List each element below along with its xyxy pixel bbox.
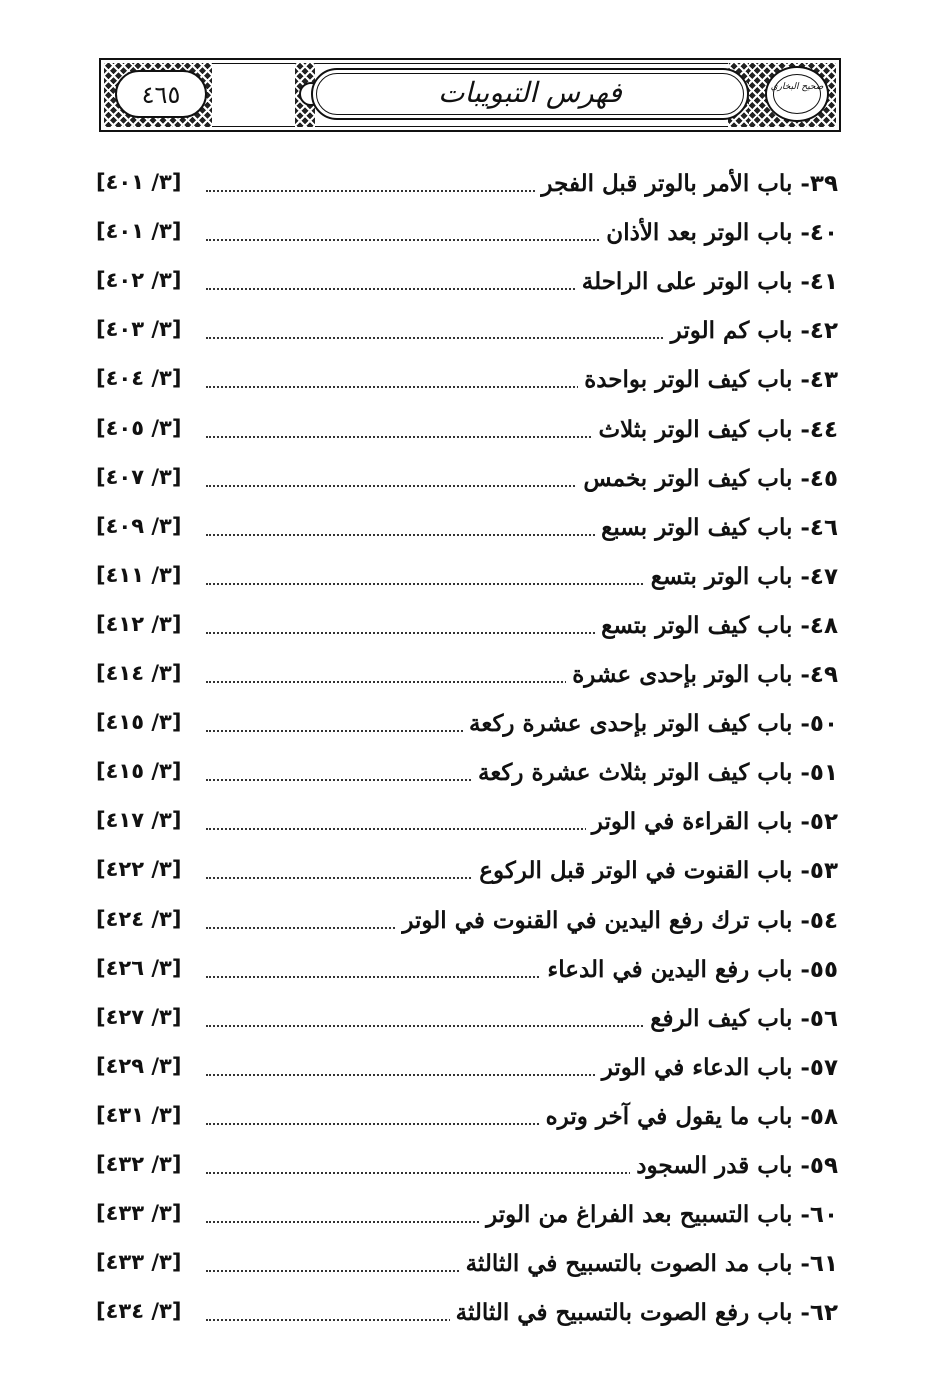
entry-page-ref: [٣/ ٤٣٣] [96, 1250, 200, 1274]
toc-entry[interactable] [96, 659, 838, 699]
entry-number: ٤١ [809, 269, 838, 296]
entry-dash: - [792, 710, 810, 738]
entry-title [577, 465, 838, 492]
toc-entry[interactable] [96, 954, 838, 994]
entry-title [473, 857, 838, 884]
entry-title-text: باب الوتر بعد الأذان [606, 219, 793, 247]
entry-title-text: باب كيف الوتر بسبع [601, 513, 793, 541]
entry-number: ٤٥ [809, 465, 838, 492]
entry-page-ref: [٣/ ٤٠٥] [96, 416, 200, 440]
entry-dash: - [792, 464, 810, 492]
toc-entry[interactable] [96, 1003, 838, 1043]
entry-dash: - [792, 268, 810, 296]
toc-entry[interactable] [96, 512, 838, 552]
entry-title-text: باب القنوت في الوتر قبل الركوع [479, 857, 793, 885]
entry-number: ٥٣ [809, 858, 838, 885]
entry-number: ٥٤ [809, 907, 838, 934]
page-header [99, 58, 841, 132]
entry-title-text: باب القراءة في الوتر [591, 808, 793, 836]
entry-title-text: باب الوتر بإحدى عشرة [572, 661, 793, 688]
entry-title [578, 366, 838, 393]
entry-page-ref: [٣/ ٤٣٢] [96, 1152, 200, 1176]
entry-dash: - [792, 1250, 810, 1278]
entry-number: ٤٧ [809, 563, 838, 590]
entry-number: ٤٨ [809, 612, 838, 639]
entry-page-ref: [٣/ ٤٢٢] [96, 857, 200, 881]
entry-dash: - [792, 1201, 810, 1229]
entry-title-text: باب كيف الوتر بخمس [583, 464, 793, 492]
entry-number: ٤٣ [809, 367, 838, 394]
entry-title-text: باب الأمر بالوتر قبل الفجر [541, 170, 793, 197]
toc-entry[interactable] [96, 855, 838, 895]
entry-title-text: باب ترك رفع اليدين في القنوت في الوتر [402, 906, 793, 934]
entry-title-text: باب مد الصوت بالتسبيح في الثالثة [465, 1250, 793, 1278]
entry-dash: - [792, 955, 810, 983]
entry-dash: - [792, 562, 810, 590]
page-number: ٤٦٥ [141, 81, 181, 109]
entry-page-ref: [٣/ ٤٠١] [96, 170, 200, 194]
entry-title-text: باب الدعاء في الوتر [601, 1053, 793, 1081]
entry-number: ٤٦ [809, 514, 838, 541]
toc-entry[interactable] [96, 463, 838, 503]
toc-entry[interactable] [96, 1101, 838, 1141]
entry-page-ref: [٣/ ٤١٤] [96, 661, 200, 685]
entry-page-ref: [٣/ ٤٠٢] [96, 268, 200, 292]
entry-page-ref: [٣/ ٤١٧] [96, 808, 200, 832]
entry-number: ٦٢ [809, 1300, 838, 1327]
entry-page-ref: [٣/ ٤٠٣] [96, 317, 200, 341]
entry-title-text: باب الوتر بتسع [650, 562, 793, 590]
entry-title [592, 416, 838, 443]
entry-title [541, 956, 838, 983]
entry-number: ٥٢ [809, 809, 838, 836]
entry-title [596, 1054, 838, 1081]
entry-dash: - [792, 1102, 810, 1130]
entry-title-text: باب كيف الرفع [650, 1004, 793, 1032]
toc-entry[interactable] [96, 757, 838, 797]
entry-dash: - [792, 1152, 810, 1179]
entry-page-ref: [٣/ ٤٣١] [96, 1103, 200, 1127]
entry-page-ref: [٣/ ٤٠٧] [96, 465, 200, 489]
entry-page-ref: [٣/ ٤٠٤] [96, 366, 200, 390]
entry-dash: - [792, 513, 810, 541]
entry-title-text: باب ما يقول في آخر وتره [545, 1102, 793, 1130]
entry-page-ref: [٣/ ٤٠٩] [96, 514, 200, 538]
entry-dash: - [792, 366, 810, 394]
entry-dash: - [792, 1299, 810, 1327]
entry-page-ref: [٣/ ٤٠١] [96, 219, 200, 243]
entry-dash: - [792, 219, 810, 247]
entry-dash: - [792, 317, 810, 345]
entry-title-text: باب التسبيح بعد الفراغ من الوتر [486, 1201, 793, 1229]
entry-title-text: باب كيف الوتر بثلاث [598, 415, 793, 443]
entry-number: ٥٨ [809, 1103, 838, 1130]
entry-dash: - [792, 808, 810, 836]
entry-title [460, 1250, 838, 1277]
entry-number: ٦٠ [809, 1202, 838, 1229]
entry-title [450, 1299, 838, 1326]
toc-entry[interactable] [96, 1150, 838, 1190]
entry-title [645, 563, 838, 590]
title-cartouche [311, 68, 749, 120]
entry-title-text: باب كيف الوتر بتسع [601, 611, 793, 639]
entry-title-text: باب كم الوتر [670, 317, 793, 345]
toc-entry[interactable] [96, 168, 838, 208]
toc-entry[interactable] [96, 315, 838, 355]
entry-dash: - [792, 1053, 810, 1081]
toc-entry[interactable] [96, 561, 838, 601]
entry-dash: - [792, 661, 810, 688]
toc-entry[interactable] [96, 266, 838, 306]
entry-title-text: باب رفع اليدين في الدعاء [547, 955, 793, 983]
entry-page-ref: [٣/ ٤١١] [96, 563, 200, 587]
entry-page-ref: [٣/ ٤٢٤] [96, 907, 200, 931]
entry-title [586, 808, 838, 835]
entry-number: ٦١ [809, 1251, 838, 1278]
entry-title [540, 1103, 838, 1130]
entry-number: ٥٩ [809, 1153, 838, 1179]
entry-number: ٣٩ [809, 171, 838, 197]
entry-number: ٥٦ [809, 1005, 838, 1032]
entry-title-text: باب كيف الوتر بثلاث عشرة ركعة [478, 759, 793, 787]
entry-title [630, 1152, 838, 1179]
toc-entry[interactable] [96, 217, 838, 257]
entry-page-ref: [٣/ ٤٢٩] [96, 1054, 200, 1078]
entry-dash: - [792, 906, 810, 934]
entry-page-ref: [٣/ ٤١٢] [96, 612, 200, 636]
entry-number: ٤٠ [809, 220, 838, 247]
entry-title-text: باب كيف الوتر بواحدة [584, 366, 793, 394]
toc-entry[interactable] [96, 414, 838, 454]
entry-page-ref: [٣/ ٤٢٦] [96, 956, 200, 980]
entry-title [595, 612, 838, 639]
entry-page-ref: [٣/ ٤٣٤] [96, 1299, 200, 1323]
entry-page-ref: [٣/ ٤١٥] [96, 759, 200, 783]
toc-entry[interactable] [96, 806, 838, 846]
entry-dash: - [792, 611, 810, 639]
entry-number: ٥٥ [809, 956, 838, 983]
entry-title [396, 907, 838, 934]
toc-entry[interactable] [96, 364, 838, 404]
entry-title [644, 1005, 838, 1032]
toc-entry[interactable] [96, 1248, 838, 1288]
entry-page-ref: [٣/ ٤٢٧] [96, 1005, 200, 1029]
entry-title [480, 1201, 838, 1228]
page-number-cartouche [115, 70, 207, 118]
entry-title [463, 710, 838, 737]
book-logo-seal [765, 66, 829, 122]
entry-number: ٥١ [809, 760, 838, 787]
entry-dash: - [792, 1004, 810, 1032]
toc-entry[interactable] [96, 905, 838, 945]
entry-page-ref: [٣/ ٤١٥] [96, 710, 200, 734]
entry-dash: - [792, 857, 810, 885]
entry-title-text: باب الوتر على الراحلة [581, 268, 793, 296]
toc-entry[interactable] [96, 610, 838, 650]
entry-title [535, 170, 838, 197]
entry-dash: - [792, 415, 810, 443]
toc-entry[interactable] [96, 1199, 838, 1239]
toc-entry[interactable] [96, 708, 838, 748]
entry-number: ٤٤ [809, 416, 838, 443]
entry-number: ٤٢ [809, 318, 838, 345]
entry-title [472, 759, 838, 786]
entry-title [665, 317, 838, 344]
toc-entry[interactable] [96, 1052, 838, 1092]
entry-title-text: باب كيف الوتر بإحدى عشرة ركعة [469, 710, 793, 738]
entry-title [600, 219, 838, 246]
entry-number: ٤٩ [809, 662, 838, 688]
page-title: فهرس التبويبات [438, 76, 622, 109]
entry-title-text: باب قدر السجود [636, 1152, 793, 1179]
entry-page-ref: [٣/ ٤٣٣] [96, 1201, 200, 1225]
entry-title [595, 514, 838, 541]
entry-dash: - [792, 759, 810, 787]
entry-title-text: باب رفع الصوت بالتسبيح في الثالثة [455, 1299, 793, 1327]
entry-number: ٥٧ [809, 1054, 838, 1081]
logo-text: صحيح البخاري [770, 82, 824, 92]
entry-title [566, 661, 838, 688]
toc-entry[interactable] [96, 1297, 838, 1337]
entry-title [576, 268, 838, 295]
entry-number: ٥٠ [809, 711, 838, 738]
entry-dash: - [792, 170, 810, 197]
